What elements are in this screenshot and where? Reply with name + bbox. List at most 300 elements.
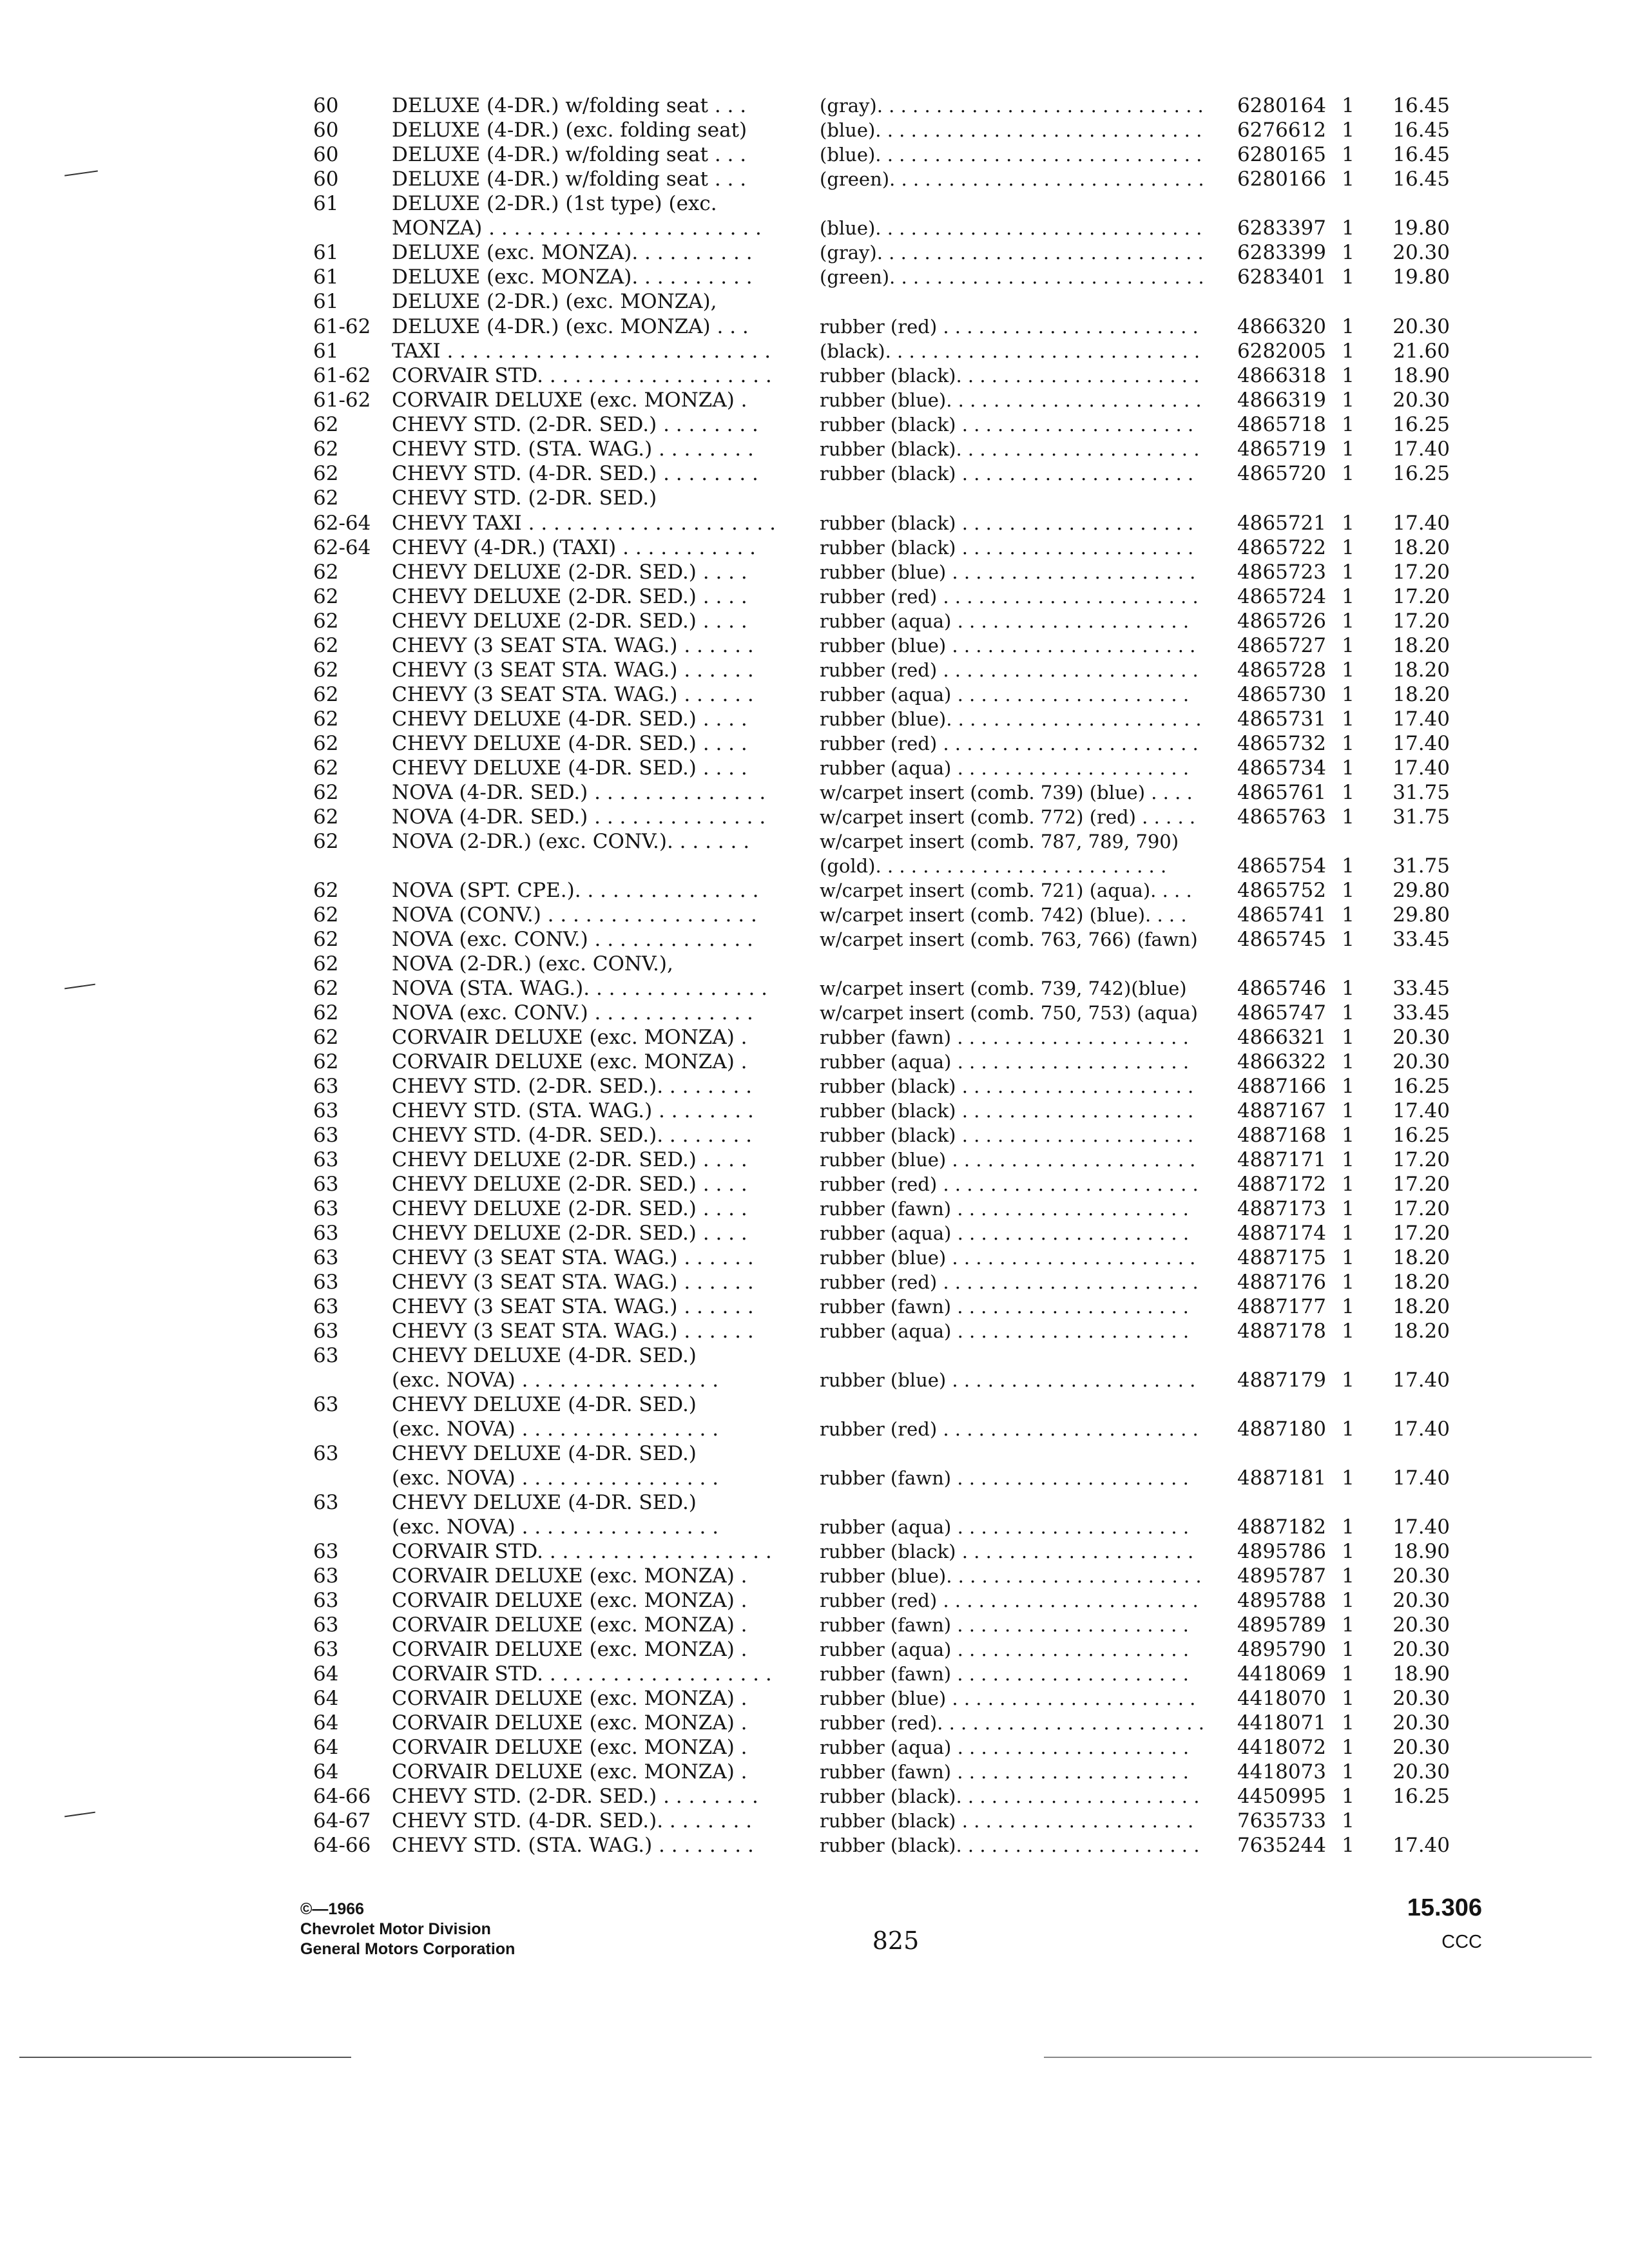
list-item — [0, 854, 1629, 878]
list-item — [0, 976, 1629, 1001]
list-item — [0, 878, 1629, 903]
list-item — [0, 1466, 1629, 1490]
row-model: CHEVY DELUXE (2-DR. SED.) . . . . — [392, 1197, 747, 1220]
row-price: 20.30 — [1393, 1711, 1450, 1735]
row-year: 62 — [313, 658, 339, 682]
list-item — [0, 1564, 1629, 1588]
row-part-number: 6282005 — [1237, 340, 1326, 363]
row-quantity: 1 — [1342, 658, 1354, 682]
row-year: 63 — [313, 1491, 339, 1514]
row-description: rubber (aqua) . . . . . . . . . . . . . . . . . . . . — [820, 1736, 1190, 1758]
row-price: 17.40 — [1393, 732, 1450, 755]
row-year: 62 — [313, 805, 339, 829]
row-quantity: 1 — [1342, 1295, 1354, 1318]
row-description: rubber (blue) . . . . . . . . . . . . . . . . . . . . . — [820, 1149, 1196, 1171]
list-item — [0, 339, 1629, 363]
row-model: CHEVY STD. (4-DR. SED.) . . . . . . . . — [392, 462, 758, 485]
row-description: rubber (fawn) . . . . . . . . . . . . . . . . . . . . — [820, 1663, 1189, 1685]
row-part-number: 4887167 — [1237, 1099, 1326, 1122]
row-description: w/carpet insert (comb. 772) (red) . . . . . — [820, 806, 1196, 828]
row-description: rubber (blue). . . . . . . . . . . . . . . . . . . . . . — [820, 1565, 1202, 1587]
row-description: rubber (black). . . . . . . . . . . . . . . . . . . . . — [820, 1785, 1200, 1807]
row-model: NOVA (2-DR.) (exc. CONV.), — [392, 952, 673, 975]
row-price: 16.25 — [1393, 1785, 1450, 1808]
row-part-number: 4865754 — [1237, 854, 1326, 878]
row-model: MONZA) . . . . . . . . . . . . . . . . . . . . . . — [392, 216, 762, 240]
row-year: 62 — [313, 561, 339, 584]
row-quantity: 1 — [1342, 1613, 1354, 1637]
row-quantity: 1 — [1342, 732, 1354, 755]
row-part-number: 4865728 — [1237, 658, 1326, 682]
row-description: (gold). . . . . . . . . . . . . . . . . . . . . . . . . — [820, 855, 1167, 877]
row-price: 17.40 — [1393, 1515, 1450, 1539]
list-item — [0, 1074, 1629, 1099]
row-part-number: 4865721 — [1237, 512, 1326, 535]
row-price: 16.25 — [1393, 413, 1450, 436]
row-model: CHEVY STD. (2-DR. SED.) — [392, 486, 657, 510]
list-item — [0, 1343, 1629, 1368]
row-description: rubber (black) . . . . . . . . . . . . . . . . . . . . — [820, 414, 1194, 436]
row-year: 64-66 — [313, 1785, 371, 1808]
row-year: 62 — [313, 486, 339, 510]
row-quantity: 1 — [1342, 1785, 1354, 1808]
row-quantity: 1 — [1342, 634, 1354, 657]
row-model: CORVAIR DELUXE (exc. MONZA) . — [392, 1760, 747, 1783]
list-item — [0, 1784, 1629, 1809]
row-quantity: 1 — [1342, 1736, 1354, 1759]
row-part-number: 4418071 — [1237, 1711, 1326, 1735]
row-description: rubber (blue) . . . . . . . . . . . . . . . . . . . . . — [820, 1687, 1196, 1709]
row-model: DELUXE (4-DR.) w/folding seat . . . — [392, 94, 747, 117]
row-quantity: 1 — [1342, 1001, 1354, 1024]
row-quantity: 1 — [1342, 1271, 1354, 1294]
row-description: rubber (black) . . . . . . . . . . . . . . . . . . . . — [820, 1075, 1194, 1097]
row-model: CORVAIR STD. . . . . . . . . . . . . . . . . . . — [392, 1662, 772, 1686]
list-item — [0, 1001, 1629, 1025]
row-description: rubber (fawn) . . . . . . . . . . . . . . . . . . . . — [820, 1026, 1189, 1048]
row-year: 62 — [313, 437, 339, 461]
row-year: 60 — [313, 119, 339, 142]
row-model: CHEVY DELUXE (4-DR. SED.) — [392, 1344, 697, 1367]
row-description: rubber (aqua) . . . . . . . . . . . . . . . . . . . . — [820, 1320, 1190, 1342]
row-part-number: 4865734 — [1237, 756, 1326, 780]
row-part-number: 4887182 — [1237, 1515, 1326, 1539]
row-year: 62 — [313, 634, 339, 657]
row-model: CORVAIR DELUXE (exc. MONZA) . — [392, 1026, 747, 1049]
list-item — [0, 1515, 1629, 1539]
row-part-number: 4865723 — [1237, 561, 1326, 584]
row-year: 63 — [313, 1099, 339, 1122]
row-part-number: 4887174 — [1237, 1222, 1326, 1245]
row-quantity: 1 — [1342, 683, 1354, 706]
row-part-number: 4865752 — [1237, 879, 1326, 902]
row-model: CORVAIR DELUXE (exc. MONZA) . — [392, 1050, 747, 1073]
list-item — [0, 1148, 1629, 1172]
row-price: 17.20 — [1393, 561, 1450, 584]
row-price: 18.20 — [1393, 683, 1450, 706]
row-price: 19.80 — [1393, 265, 1450, 289]
row-part-number: 4866319 — [1237, 389, 1326, 412]
row-price: 20.30 — [1393, 1564, 1450, 1588]
row-price: 17.40 — [1393, 707, 1450, 731]
row-price: 17.40 — [1393, 1099, 1450, 1122]
row-description: rubber (blue) . . . . . . . . . . . . . . . . . . . . . — [820, 1369, 1196, 1391]
row-part-number: 4887175 — [1237, 1246, 1326, 1269]
row-description: rubber (aqua) . . . . . . . . . . . . . . . . . . . . — [820, 757, 1190, 779]
row-year: 62 — [313, 732, 339, 755]
row-description: (blue). . . . . . . . . . . . . . . . . . . . . . . . . . . . — [820, 119, 1202, 141]
row-price: 17.40 — [1393, 512, 1450, 535]
row-description: rubber (red) . . . . . . . . . . . . . . . . . . . . . . — [820, 659, 1199, 681]
row-model: CHEVY STD. (2-DR. SED.) . . . . . . . . — [392, 1785, 758, 1808]
row-model: CHEVY (3 SEAT STA. WAG.) . . . . . . — [392, 634, 754, 657]
row-quantity: 1 — [1342, 805, 1354, 829]
row-model: CHEVY STD. (STA. WAG.) . . . . . . . . — [392, 437, 754, 461]
row-model: DELUXE (4-DR.) (exc. MONZA) . . . — [392, 315, 749, 338]
row-model: CHEVY DELUXE (2-DR. SED.) . . . . — [392, 1148, 747, 1171]
row-model: CORVAIR DELUXE (exc. MONZA) . — [392, 1687, 747, 1710]
list-item — [0, 240, 1629, 265]
row-description: (gray). . . . . . . . . . . . . . . . . . . . . . . . . . . . — [820, 95, 1204, 117]
row-part-number: 4865731 — [1237, 707, 1326, 731]
row-model: CHEVY STD. (4-DR. SED.). . . . . . . . — [392, 1809, 753, 1832]
row-part-number: 4887179 — [1237, 1369, 1326, 1392]
row-year: 61 — [313, 192, 339, 215]
list-item — [0, 707, 1629, 731]
list-item — [0, 1809, 1629, 1833]
row-part-number: 4887178 — [1237, 1320, 1326, 1343]
list-item — [0, 682, 1629, 707]
row-description: w/carpet insert (comb. 721) (aqua). . . . — [820, 879, 1192, 901]
row-quantity: 1 — [1342, 610, 1354, 633]
row-year: 63 — [313, 1148, 339, 1171]
row-year: 64-66 — [313, 1834, 371, 1857]
row-description: w/carpet insert (comb. 739, 742)(blue) — [820, 977, 1187, 999]
list-item — [0, 1270, 1629, 1294]
row-year: 60 — [313, 94, 339, 117]
row-quantity: 1 — [1342, 1124, 1354, 1147]
row-year: 62 — [313, 413, 339, 436]
row-year: 62 — [313, 707, 339, 731]
row-price: 20.30 — [1393, 1050, 1450, 1073]
list-item — [0, 1050, 1629, 1074]
row-part-number: 4418073 — [1237, 1760, 1326, 1783]
row-price: 17.40 — [1393, 1834, 1450, 1857]
row-description: rubber (red) . . . . . . . . . . . . . . . . . . . . . . — [820, 1590, 1199, 1611]
row-model: CHEVY DELUXE (4-DR. SED.) . . . . — [392, 707, 747, 731]
row-description: rubber (black) . . . . . . . . . . . . . . . . . . . . — [820, 1124, 1194, 1146]
row-quantity: 1 — [1342, 1222, 1354, 1245]
row-part-number: 4865726 — [1237, 610, 1326, 633]
row-quantity: 1 — [1342, 1099, 1354, 1122]
row-model: CORVAIR DELUXE (exc. MONZA) . — [392, 1736, 747, 1759]
row-part-number: 4865761 — [1237, 781, 1326, 804]
row-year: 62 — [313, 781, 339, 804]
row-price: 18.20 — [1393, 1271, 1450, 1294]
row-quantity: 1 — [1342, 1589, 1354, 1612]
row-model: CORVAIR DELUXE (exc. MONZA) . — [392, 1564, 747, 1588]
row-year: 64 — [313, 1662, 339, 1686]
list-item — [0, 952, 1629, 976]
row-quantity: 1 — [1342, 437, 1354, 461]
row-model: NOVA (exc. CONV.) . . . . . . . . . . . . . — [392, 1001, 753, 1024]
row-description: rubber (aqua) . . . . . . . . . . . . . . . . . . . . — [820, 1222, 1190, 1244]
row-description: rubber (red) . . . . . . . . . . . . . . . . . . . . . . — [820, 733, 1199, 754]
row-model: CHEVY STD. (4-DR. SED.). . . . . . . . — [392, 1124, 753, 1147]
row-model: NOVA (exc. CONV.) . . . . . . . . . . . . . — [392, 928, 753, 951]
row-model: DELUXE (2-DR.) (1st type) (exc. — [392, 192, 717, 215]
row-price: 16.45 — [1393, 119, 1450, 142]
row-price: 17.40 — [1393, 1369, 1450, 1392]
row-description: rubber (black). . . . . . . . . . . . . . . . . . . . . — [820, 1834, 1200, 1856]
row-quantity: 1 — [1342, 756, 1354, 780]
row-model: DELUXE (4-DR.) w/folding seat . . . — [392, 143, 747, 166]
row-year: 62 — [313, 1026, 339, 1049]
list-item — [0, 1490, 1629, 1515]
row-quantity: 1 — [1342, 707, 1354, 731]
row-price: 33.45 — [1393, 977, 1450, 1000]
row-description: rubber (blue) . . . . . . . . . . . . . . . . . . . . . — [820, 561, 1196, 583]
list-item — [0, 1711, 1629, 1735]
row-year: 64 — [313, 1711, 339, 1735]
row-description: rubber (aqua) . . . . . . . . . . . . . . . . . . . . — [820, 684, 1190, 706]
row-year: 62 — [313, 683, 339, 706]
list-item — [0, 535, 1629, 560]
row-model: CORVAIR DELUXE (exc. MONZA) . — [392, 1711, 747, 1735]
row-quantity: 1 — [1342, 389, 1354, 412]
row-year: 63 — [313, 1075, 339, 1098]
row-price: 17.40 — [1393, 437, 1450, 461]
row-year: 62 — [313, 830, 339, 853]
row-quantity: 1 — [1342, 364, 1354, 387]
row-quantity: 1 — [1342, 585, 1354, 608]
row-model: CHEVY DELUXE (2-DR. SED.) . . . . — [392, 1222, 747, 1245]
row-price: 17.20 — [1393, 1148, 1450, 1171]
row-model: NOVA (STA. WAG.). . . . . . . . . . . . . . . — [392, 977, 768, 1000]
row-model: CORVAIR STD. . . . . . . . . . . . . . . . . . . — [392, 1540, 772, 1563]
row-model: DELUXE (exc. MONZA). . . . . . . . . . — [392, 265, 753, 289]
row-part-number: 4865747 — [1237, 1001, 1326, 1024]
list-item — [0, 1417, 1629, 1441]
row-part-number: 6283397 — [1237, 216, 1326, 240]
row-model: CHEVY DELUXE (4-DR. SED.) — [392, 1442, 697, 1465]
row-part-number: 4865727 — [1237, 634, 1326, 657]
row-description: rubber (blue). . . . . . . . . . . . . . . . . . . . . . — [820, 389, 1202, 411]
row-price: 20.30 — [1393, 1736, 1450, 1759]
row-quantity: 1 — [1342, 340, 1354, 363]
list-item — [0, 903, 1629, 927]
row-year: 63 — [313, 1295, 339, 1318]
row-quantity: 1 — [1342, 315, 1354, 338]
row-quantity: 1 — [1342, 413, 1354, 436]
row-year: 64 — [313, 1687, 339, 1710]
row-description: (black). . . . . . . . . . . . . . . . . . . . . . . . . . . — [820, 340, 1200, 362]
list-item — [0, 461, 1629, 486]
row-model: DELUXE (4-DR.) w/folding seat . . . — [392, 168, 747, 191]
list-item — [0, 265, 1629, 289]
row-part-number: 4418072 — [1237, 1736, 1326, 1759]
row-description: rubber (black). . . . . . . . . . . . . . . . . . . . . — [820, 365, 1200, 387]
row-description: rubber (blue). . . . . . . . . . . . . . . . . . . . . . — [820, 708, 1202, 730]
row-part-number: 4887177 — [1237, 1295, 1326, 1318]
row-quantity: 1 — [1342, 265, 1354, 289]
bottom-rule-left — [19, 2057, 351, 2058]
row-quantity: 1 — [1342, 1148, 1354, 1171]
row-price: 16.25 — [1393, 1124, 1450, 1147]
row-quantity: 1 — [1342, 1760, 1354, 1783]
row-description: rubber (fawn) . . . . . . . . . . . . . . . . . . . . — [820, 1198, 1189, 1220]
row-model: CHEVY (3 SEAT STA. WAG.) . . . . . . — [392, 1246, 754, 1269]
list-item — [0, 1368, 1629, 1392]
row-year: 64 — [313, 1736, 339, 1759]
row-price: 18.90 — [1393, 1662, 1450, 1686]
row-description: (green). . . . . . . . . . . . . . . . . . . . . . . . . . . — [820, 168, 1204, 190]
row-year: 61-62 — [313, 315, 371, 338]
row-part-number: 6276612 — [1237, 119, 1326, 142]
row-part-number: 4418070 — [1237, 1687, 1326, 1710]
row-model: CHEVY STD. (STA. WAG.) . . . . . . . . — [392, 1834, 754, 1857]
row-year: 62 — [313, 462, 339, 485]
list-item — [0, 437, 1629, 461]
list-item — [0, 191, 1629, 216]
row-description: w/carpet insert (comb. 739) (blue) . . . . — [820, 782, 1193, 803]
row-part-number: 4887180 — [1237, 1418, 1326, 1441]
row-description: rubber (aqua) . . . . . . . . . . . . . . . . . . . . — [820, 1051, 1190, 1073]
list-item — [0, 363, 1629, 388]
row-quantity: 1 — [1342, 1834, 1354, 1857]
row-year: 64 — [313, 1760, 339, 1783]
row-description: rubber (red) . . . . . . . . . . . . . . . . . . . . . . — [820, 1418, 1199, 1440]
row-part-number: 4865746 — [1237, 977, 1326, 1000]
row-year: 62 — [313, 1001, 339, 1024]
row-model: CHEVY STD. (2-DR. SED.) . . . . . . . . — [392, 413, 758, 436]
row-part-number: 6280165 — [1237, 143, 1326, 166]
row-year: 62 — [313, 928, 339, 951]
list-item — [0, 93, 1629, 118]
row-price: 17.20 — [1393, 1173, 1450, 1196]
list-item — [0, 1686, 1629, 1711]
row-part-number: 4895789 — [1237, 1613, 1326, 1637]
row-price: 17.20 — [1393, 585, 1450, 608]
list-item — [0, 1099, 1629, 1123]
row-part-number: 6280166 — [1237, 168, 1326, 191]
row-model: DELUXE (2-DR.) (exc. MONZA), — [392, 290, 717, 313]
row-quantity: 1 — [1342, 879, 1354, 902]
row-price: 33.45 — [1393, 1001, 1450, 1024]
row-quantity: 1 — [1342, 854, 1354, 878]
row-part-number: 4895786 — [1237, 1540, 1326, 1563]
row-price: 17.20 — [1393, 1222, 1450, 1245]
row-part-number: 4418069 — [1237, 1662, 1326, 1686]
row-quantity: 1 — [1342, 561, 1354, 584]
row-year: 62 — [313, 756, 339, 780]
row-part-number: 4866320 — [1237, 315, 1326, 338]
list-item — [0, 1392, 1629, 1417]
row-price: 20.30 — [1393, 241, 1450, 264]
list-item — [0, 511, 1629, 535]
bottom-rule-right — [1044, 2057, 1592, 2058]
row-price: 16.25 — [1393, 1075, 1450, 1098]
row-year: 61 — [313, 340, 339, 363]
row-year: 63 — [313, 1271, 339, 1294]
row-description: (green). . . . . . . . . . . . . . . . . . . . . . . . . . . — [820, 266, 1204, 288]
row-quantity: 1 — [1342, 119, 1354, 142]
list-item — [0, 142, 1629, 167]
row-quantity: 1 — [1342, 536, 1354, 559]
row-quantity: 1 — [1342, 1197, 1354, 1220]
row-description: rubber (blue) . . . . . . . . . . . . . . . . . . . . . — [820, 635, 1196, 657]
row-model: CHEVY DELUXE (4-DR. SED.) . . . . — [392, 732, 747, 755]
row-quantity: 1 — [1342, 1466, 1354, 1490]
row-year: 63 — [313, 1124, 339, 1147]
list-item — [0, 731, 1629, 756]
row-part-number: 4895788 — [1237, 1589, 1326, 1612]
row-part-number: 4887172 — [1237, 1173, 1326, 1196]
row-model: (exc. NOVA) . . . . . . . . . . . . . . . . — [392, 1369, 719, 1392]
list-item — [0, 118, 1629, 142]
row-part-number: 4887173 — [1237, 1197, 1326, 1220]
row-quantity: 1 — [1342, 241, 1354, 264]
row-part-number: 6283401 — [1237, 265, 1326, 289]
row-price: 31.75 — [1393, 805, 1450, 829]
row-model: CHEVY DELUXE (4-DR. SED.) . . . . — [392, 756, 747, 780]
row-quantity: 1 — [1342, 1075, 1354, 1098]
row-model: (exc. NOVA) . . . . . . . . . . . . . . . . — [392, 1466, 719, 1490]
row-quantity: 1 — [1342, 1711, 1354, 1735]
row-year: 63 — [313, 1393, 339, 1416]
row-description: rubber (fawn) . . . . . . . . . . . . . . . . . . . . — [820, 1761, 1189, 1783]
row-price: 17.40 — [1393, 1418, 1450, 1441]
row-model: CHEVY DELUXE (4-DR. SED.) — [392, 1491, 697, 1514]
row-part-number: 6280164 — [1237, 94, 1326, 117]
row-quantity: 1 — [1342, 1418, 1354, 1441]
row-year: 62 — [313, 977, 339, 1000]
list-item — [0, 829, 1629, 854]
list-item — [0, 756, 1629, 780]
row-price: 16.45 — [1393, 94, 1450, 117]
row-description: rubber (red). . . . . . . . . . . . . . . . . . . . . . . — [820, 1712, 1204, 1734]
row-price: 17.20 — [1393, 610, 1450, 633]
row-year: 62 — [313, 610, 339, 633]
corporation-name: General Motors Corporation — [300, 1940, 516, 1958]
row-part-number: 4865719 — [1237, 437, 1326, 461]
row-part-number: 4887168 — [1237, 1124, 1326, 1147]
row-description: (gray). . . . . . . . . . . . . . . . . . . . . . . . . . . . — [820, 242, 1204, 264]
row-model: CHEVY DELUXE (4-DR. SED.) — [392, 1393, 697, 1416]
row-price: 17.40 — [1393, 1466, 1450, 1490]
row-description: rubber (red) . . . . . . . . . . . . . . . . . . . . . . — [820, 316, 1199, 338]
publisher-block — [300, 1899, 515, 1959]
division-name: Chevrolet Motor Division — [300, 1920, 491, 1938]
row-year: 62 — [313, 585, 339, 608]
row-part-number: 4887166 — [1237, 1075, 1326, 1098]
copyright-line: ©—1966 — [300, 1900, 365, 1918]
row-model: CHEVY DELUXE (2-DR. SED.) . . . . — [392, 1173, 747, 1196]
row-quantity: 1 — [1342, 1173, 1354, 1196]
row-description: rubber (black) . . . . . . . . . . . . . . . . . . . . — [820, 512, 1194, 534]
row-model: CHEVY STD. (STA. WAG.) . . . . . . . . — [392, 1099, 754, 1122]
row-quantity: 1 — [1342, 1540, 1354, 1563]
row-part-number: 4866318 — [1237, 364, 1326, 387]
row-part-number: 4887181 — [1237, 1466, 1326, 1490]
row-model: DELUXE (exc. MONZA). . . . . . . . . . — [392, 241, 753, 264]
row-description: w/carpet insert (comb. 742) (blue). . . . — [820, 904, 1187, 926]
row-price: 19.80 — [1393, 216, 1450, 240]
row-price: 31.75 — [1393, 854, 1450, 878]
row-part-number: 4865722 — [1237, 536, 1326, 559]
row-part-number: 4887176 — [1237, 1271, 1326, 1294]
list-item — [0, 927, 1629, 952]
